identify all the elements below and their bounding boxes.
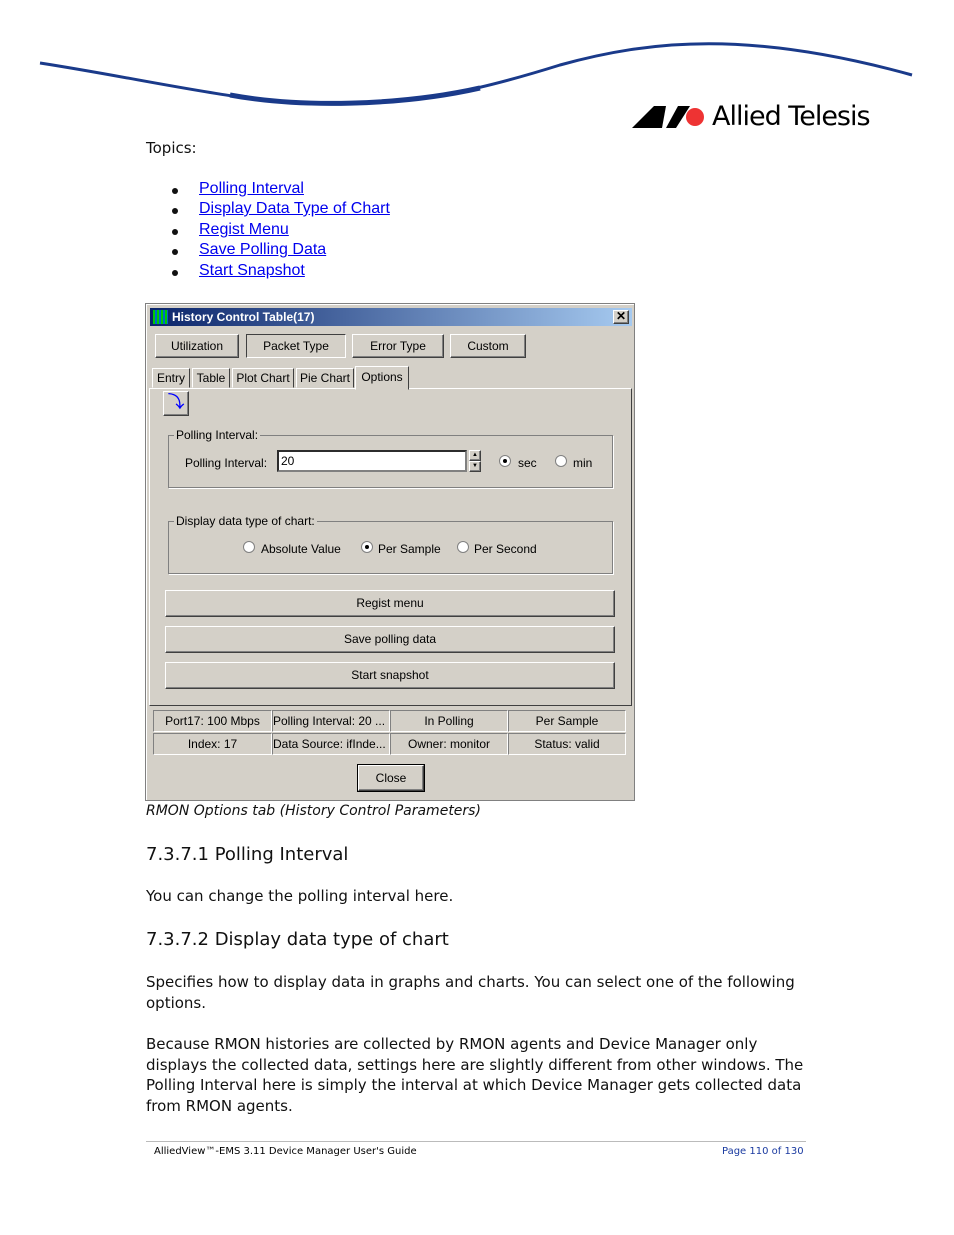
- per-sample-radio[interactable]: [361, 541, 373, 553]
- app-icon: [153, 310, 168, 324]
- regist-menu-button[interactable]: Regist menu: [165, 590, 615, 617]
- status-cell: Status: valid: [508, 733, 626, 755]
- per-second-label: Per Second: [474, 542, 537, 556]
- error-type-button[interactable]: Error Type: [352, 334, 444, 358]
- options-panel: [149, 388, 632, 706]
- status-cell: Polling Interval: 20 ...: [272, 710, 390, 732]
- topics-label: Topics:: [146, 139, 197, 157]
- footer-title: AlliedView™-EMS 3.11 Device Manager User's Guide: [154, 1146, 417, 1157]
- save-polling-data-button[interactable]: Save polling data: [165, 626, 615, 653]
- absolute-value-radio[interactable]: [243, 541, 255, 553]
- topic-link-start-snapshot[interactable]: Start Snapshot: [199, 262, 305, 279]
- topic-link-polling-interval[interactable]: Polling Interval: [199, 180, 304, 197]
- close-button[interactable]: Close: [358, 765, 424, 791]
- topic-link-display-data-type[interactable]: Display Data Type of Chart: [199, 200, 390, 217]
- section-body: Specifies how to display data in graphs and charts. You can select one of the following options.: [146, 973, 795, 1012]
- packet-type-button[interactable]: Packet Type: [246, 334, 346, 358]
- spin-down-icon[interactable]: ▼: [469, 461, 481, 472]
- custom-button[interactable]: Custom: [450, 334, 526, 358]
- tab-entry[interactable]: Entry: [152, 368, 190, 388]
- status-cell: Data Source: ifInde...: [272, 733, 390, 755]
- absolute-value-label: Absolute Value: [261, 542, 341, 556]
- status-cell: Index: 17: [153, 733, 272, 755]
- dialog-title: History Control Table(17): [172, 310, 315, 324]
- sec-radio[interactable]: [499, 455, 511, 467]
- tab-table[interactable]: Table: [192, 368, 230, 388]
- min-radio[interactable]: [555, 455, 567, 467]
- topic-link-save-polling-data[interactable]: Save Polling Data: [199, 241, 327, 258]
- page-number: Page 110 of 130: [722, 1146, 804, 1157]
- refresh-arrow-icon: ⤵: [167, 394, 184, 411]
- tab-plot-chart[interactable]: Plot Chart: [232, 368, 294, 388]
- section-body: You can change the polling interval here.: [146, 887, 454, 905]
- display-type-group: [168, 514, 613, 574]
- close-x-button[interactable]: ✕: [613, 310, 629, 324]
- display-group-legend: Display data type of chart:: [176, 514, 315, 528]
- section-heading: 7.3.7.2 Display data type of chart: [146, 929, 449, 950]
- status-cell: Port17: 100 Mbps: [153, 710, 272, 732]
- polling-group-legend: Polling Interval:: [176, 428, 259, 442]
- polling-interval-input[interactable]: 20: [277, 450, 467, 472]
- footer-divider: [146, 1141, 806, 1142]
- logo-text: Allied Telesis: [712, 101, 870, 132]
- tab-options[interactable]: Options: [355, 366, 409, 390]
- refresh-button[interactable]: [163, 391, 189, 416]
- tab-pie-chart[interactable]: Pie Chart: [296, 368, 354, 388]
- polling-interval-spinner[interactable]: [469, 450, 481, 472]
- status-cell: In Polling: [390, 710, 508, 732]
- per-sample-label: Per Sample: [378, 542, 441, 556]
- allied-telesis-logo-icon: [632, 106, 707, 130]
- status-cell: Per Sample: [508, 710, 626, 732]
- sec-label: sec: [518, 456, 537, 470]
- title-bar: [150, 308, 632, 326]
- utilization-button[interactable]: Utilization: [155, 334, 239, 358]
- polling-interval-group: [168, 428, 613, 488]
- per-second-radio[interactable]: [457, 541, 469, 553]
- start-snapshot-button[interactable]: Start snapshot: [165, 662, 615, 689]
- figure-caption: RMON Options tab (History Control Parameters): [146, 803, 481, 819]
- topic-link-regist-menu[interactable]: Regist Menu: [199, 221, 289, 238]
- section-heading: 7.3.7.1 Polling Interval: [146, 844, 349, 865]
- spin-up-icon[interactable]: ▲: [469, 450, 481, 461]
- min-label: min: [573, 456, 593, 470]
- status-cell: Owner: monitor: [390, 733, 508, 755]
- history-control-dialog: [145, 303, 635, 801]
- section-body: Because RMON histories are collected by RMON agents and Device Manager only displays the collected data, settings here are slightly different from other windows. The Polling Interval here is simply the interval at which Device Manager gets collected data from RMON agents.: [146, 1035, 804, 1115]
- polling-interval-label: Polling Interval:: [185, 456, 268, 470]
